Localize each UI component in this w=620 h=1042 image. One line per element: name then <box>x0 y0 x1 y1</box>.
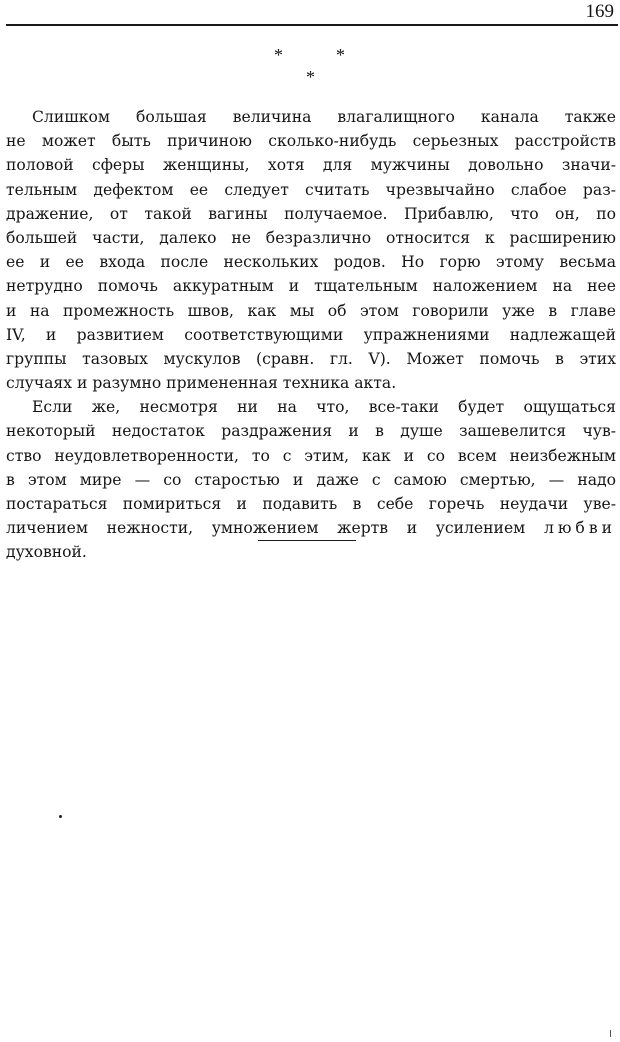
asterism-star: * <box>336 45 345 65</box>
text-line: Если же, несмотря ни на что, все-таки будет ощущаться <box>32 398 616 417</box>
text-line: в этом мире — со старостью и даже с самою смертью, — надо <box>6 470 616 489</box>
text-line: группы тазовых мускулов (сравн. гл. V). Может помочь в этих <box>6 349 616 368</box>
text-line: и на промежность швов, как мы об этом говорили уже в главе <box>6 301 616 320</box>
scan-speck <box>610 1030 611 1037</box>
text-line: дражение, от такой вагины получаемое. Прибавлю, что он, по <box>6 204 616 223</box>
text-line: духовной. <box>6 543 87 562</box>
text-line: большей части, далеко не безразлично относится к расширению <box>6 228 616 247</box>
text-line-with-emphasis <box>6 516 616 540</box>
asterism-star: * <box>274 45 283 65</box>
text-line: не может быть причиною сколько-нибудь серьезных расстройств <box>6 132 616 151</box>
text-line: нетрудно помочь аккуратным и тщательным наложением на нее <box>6 277 616 296</box>
text-line: некоторый недостаток раздражения и в душе зашевелится чув- <box>6 422 616 441</box>
text-line: случаях и разумно примененная техника акта. <box>6 374 397 393</box>
text-line: Слишком большая величина влагалищного канала также <box>32 108 616 126</box>
text-line: ство неудовлетворенности, то с этим, как и со всем неизбежным <box>6 446 616 465</box>
text-line: IV, и развитием соответствующими упражнениями надлежащей <box>6 325 616 344</box>
asterism-divider <box>0 40 620 90</box>
text-line-segment: личением нежности, умножением жертв и усилением <box>6 519 526 538</box>
header-rule <box>6 24 618 26</box>
page-number: 169 <box>585 1 614 22</box>
text-line: тельным дефектом ее следует считать чрезвычайно слабое раз- <box>6 180 616 199</box>
spaced-emphasis: любви <box>543 519 616 538</box>
scan-speck <box>59 815 62 818</box>
asterism-star: * <box>306 67 315 87</box>
body-text <box>6 105 616 565</box>
text-line: постараться помириться и подавить в себе горечь неудачи уве- <box>6 495 616 513</box>
text-line: половой сферы женщины, хотя для мужчины довольно значи- <box>6 156 616 175</box>
text-line: ее и ее входа после нескольких родов. Но горю этому весьма <box>6 253 616 272</box>
section-end-rule <box>258 540 356 541</box>
